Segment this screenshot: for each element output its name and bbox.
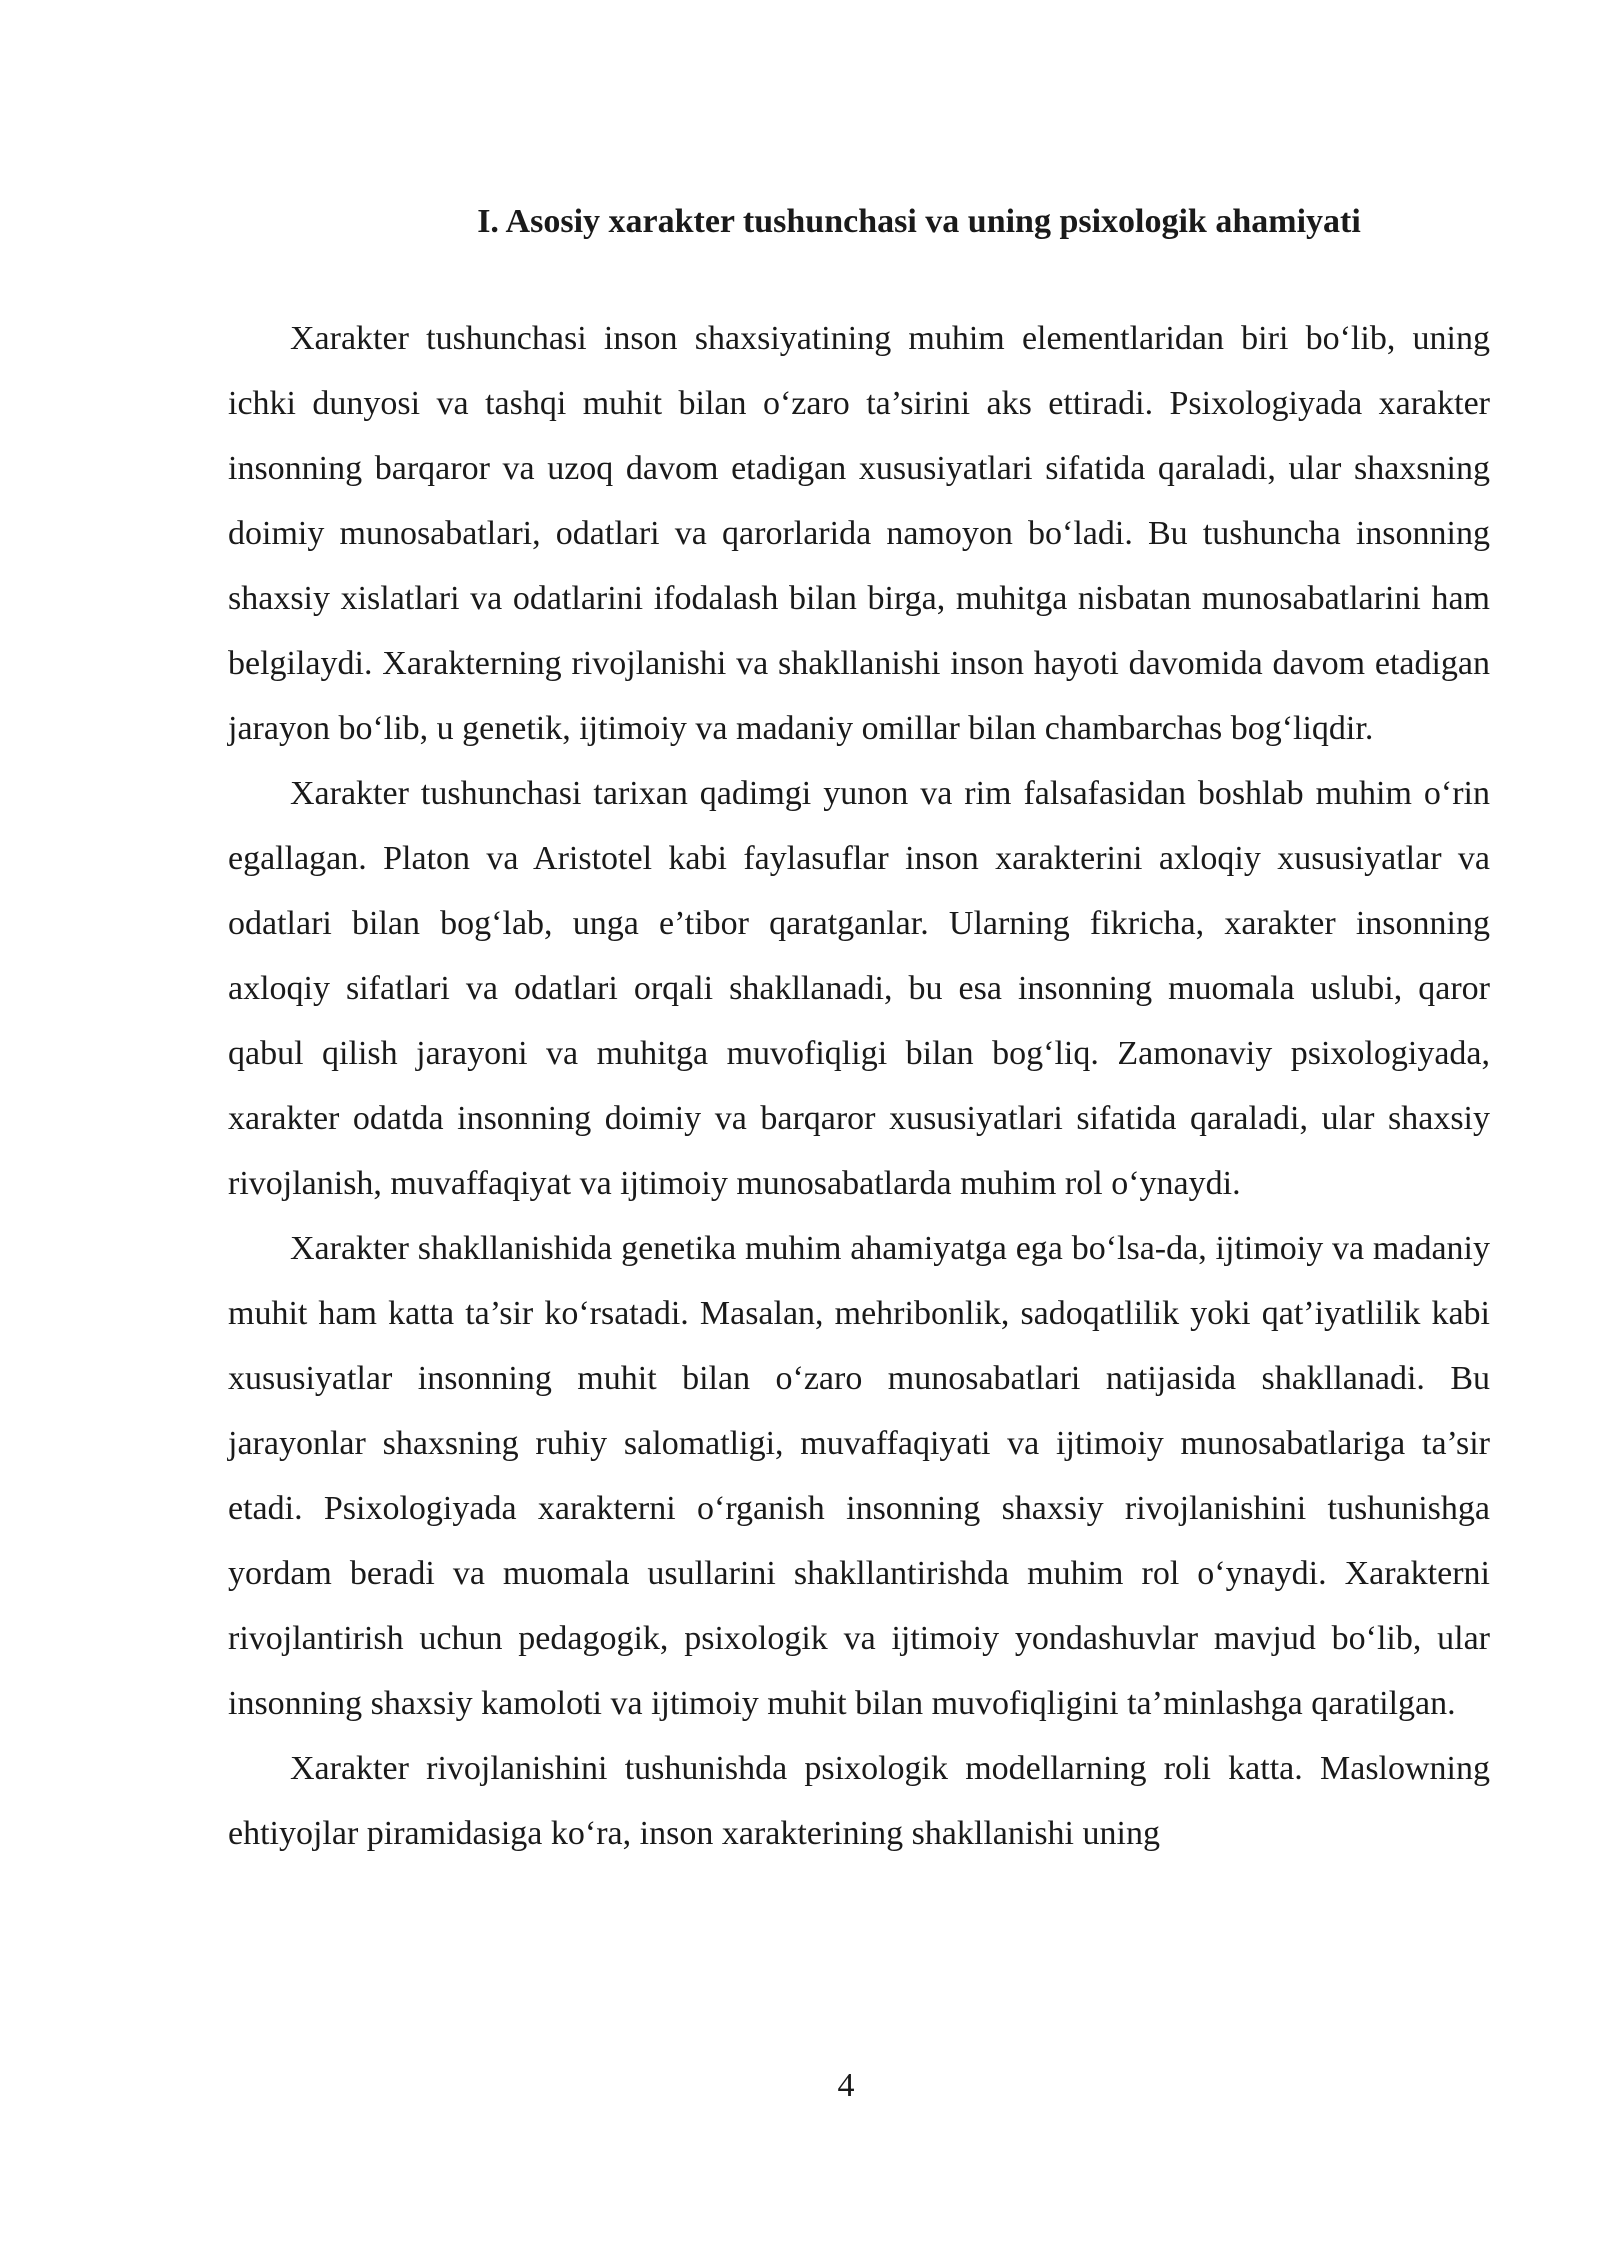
section-heading: I. Asosiy xarakter tushunchasi va uning psixologik ahamiyati <box>477 203 1361 240</box>
paragraph: Xarakter shakllanishida genetika muhim ahamiyatga ega bo‘lsa-da, ijtimoiy va madaniy muhit ham katta ta’sir ko‘rsatadi. Masalan, mehribonlik, sadoqatlilik yoki qat’iyatlilik kabi xususiyatlar insonning muhit bilan o‘zaro munosabatlari natijasida shakllanadi. Bu jarayonlar shaxsning ruhiy salomatligi, muvaffaqiyati va ijtimoiy munosabatlariga ta’sir etadi. Psixologiyada xarakterni o‘rganish insonning shaxsiy rivojlanishini tushunishga yordam beradi va muomala usullarini shakllantirishda muhim rol o‘ynaydi. Xarakterni rivojlantirish uchun pedagogik, psixologik va ijtimoiy yondashuvlar mavjud bo‘lib, ular insonning shaxsiy kamoloti va ijtimoiy muhit bilan muvofiqligini ta’minlashga qaratilgan. <box>228 1230 1490 1722</box>
paragraph: Xarakter tushunchasi tarixan qadimgi yunon va rim falsafasidan boshlab muhim o‘rin egallagan. Platon va Aristotel kabi faylasuflar inson xarakterini axloqiy xususiyatlar va odatlari bilan bog‘lab, unga e’tibor qaratganlar. Ularning fikricha, xarakter insonning axloqiy sifatlari va odatlari orqali shakllanadi, bu esa insonning muomala uslubi, qaror qabul qilish jarayoni va muhitga muvofiqligi bilan bog‘liq. Zamonaviy psixologiyada, xarakter odatda insonning doimiy va barqaror xususiyatlari sifatida qaraladi, ular shaxsiy rivojlanish, muvaffaqiyat va ijtimoiy munosabatlarda muhim rol o‘ynaydi. <box>228 775 1490 1202</box>
paragraph: Xarakter tushunchasi inson shaxsiyatining muhim elementlaridan biri bo‘lib, uning ichki dunyosi va tashqi muhit bilan o‘zaro ta’sirini aks ettiradi. Psixologiyada xarakter insonning barqaror va uzoq davom etadigan xususiyatlari sifatida qaraladi, ular shaxsning doimiy munosabatlari, odatlari va qarorlarida namoyon bo‘ladi. Bu tushuncha insonning shaxsiy xislatlari va odatlarini ifodalash bilan birga, muhitga nisbatan munosabatlarini ham belgilaydi. Xarakterning rivojlanishi va shakllanishi inson hayoti davomida davom etadigan jarayon bo‘lib, u genetik, ijtimoiy va madaniy omillar bilan chambarchas bog‘liqdir. <box>228 320 1490 747</box>
page-number: 4 <box>837 2067 855 2104</box>
paragraph: Xarakter rivojlanishini tushunishda psixologik modellarning roli katta. Maslowning ehtiyojlar piramidasiga ko‘ra, inson xarakterining shakllanishi uning <box>228 1750 1490 1852</box>
body-text <box>228 306 1490 1866</box>
